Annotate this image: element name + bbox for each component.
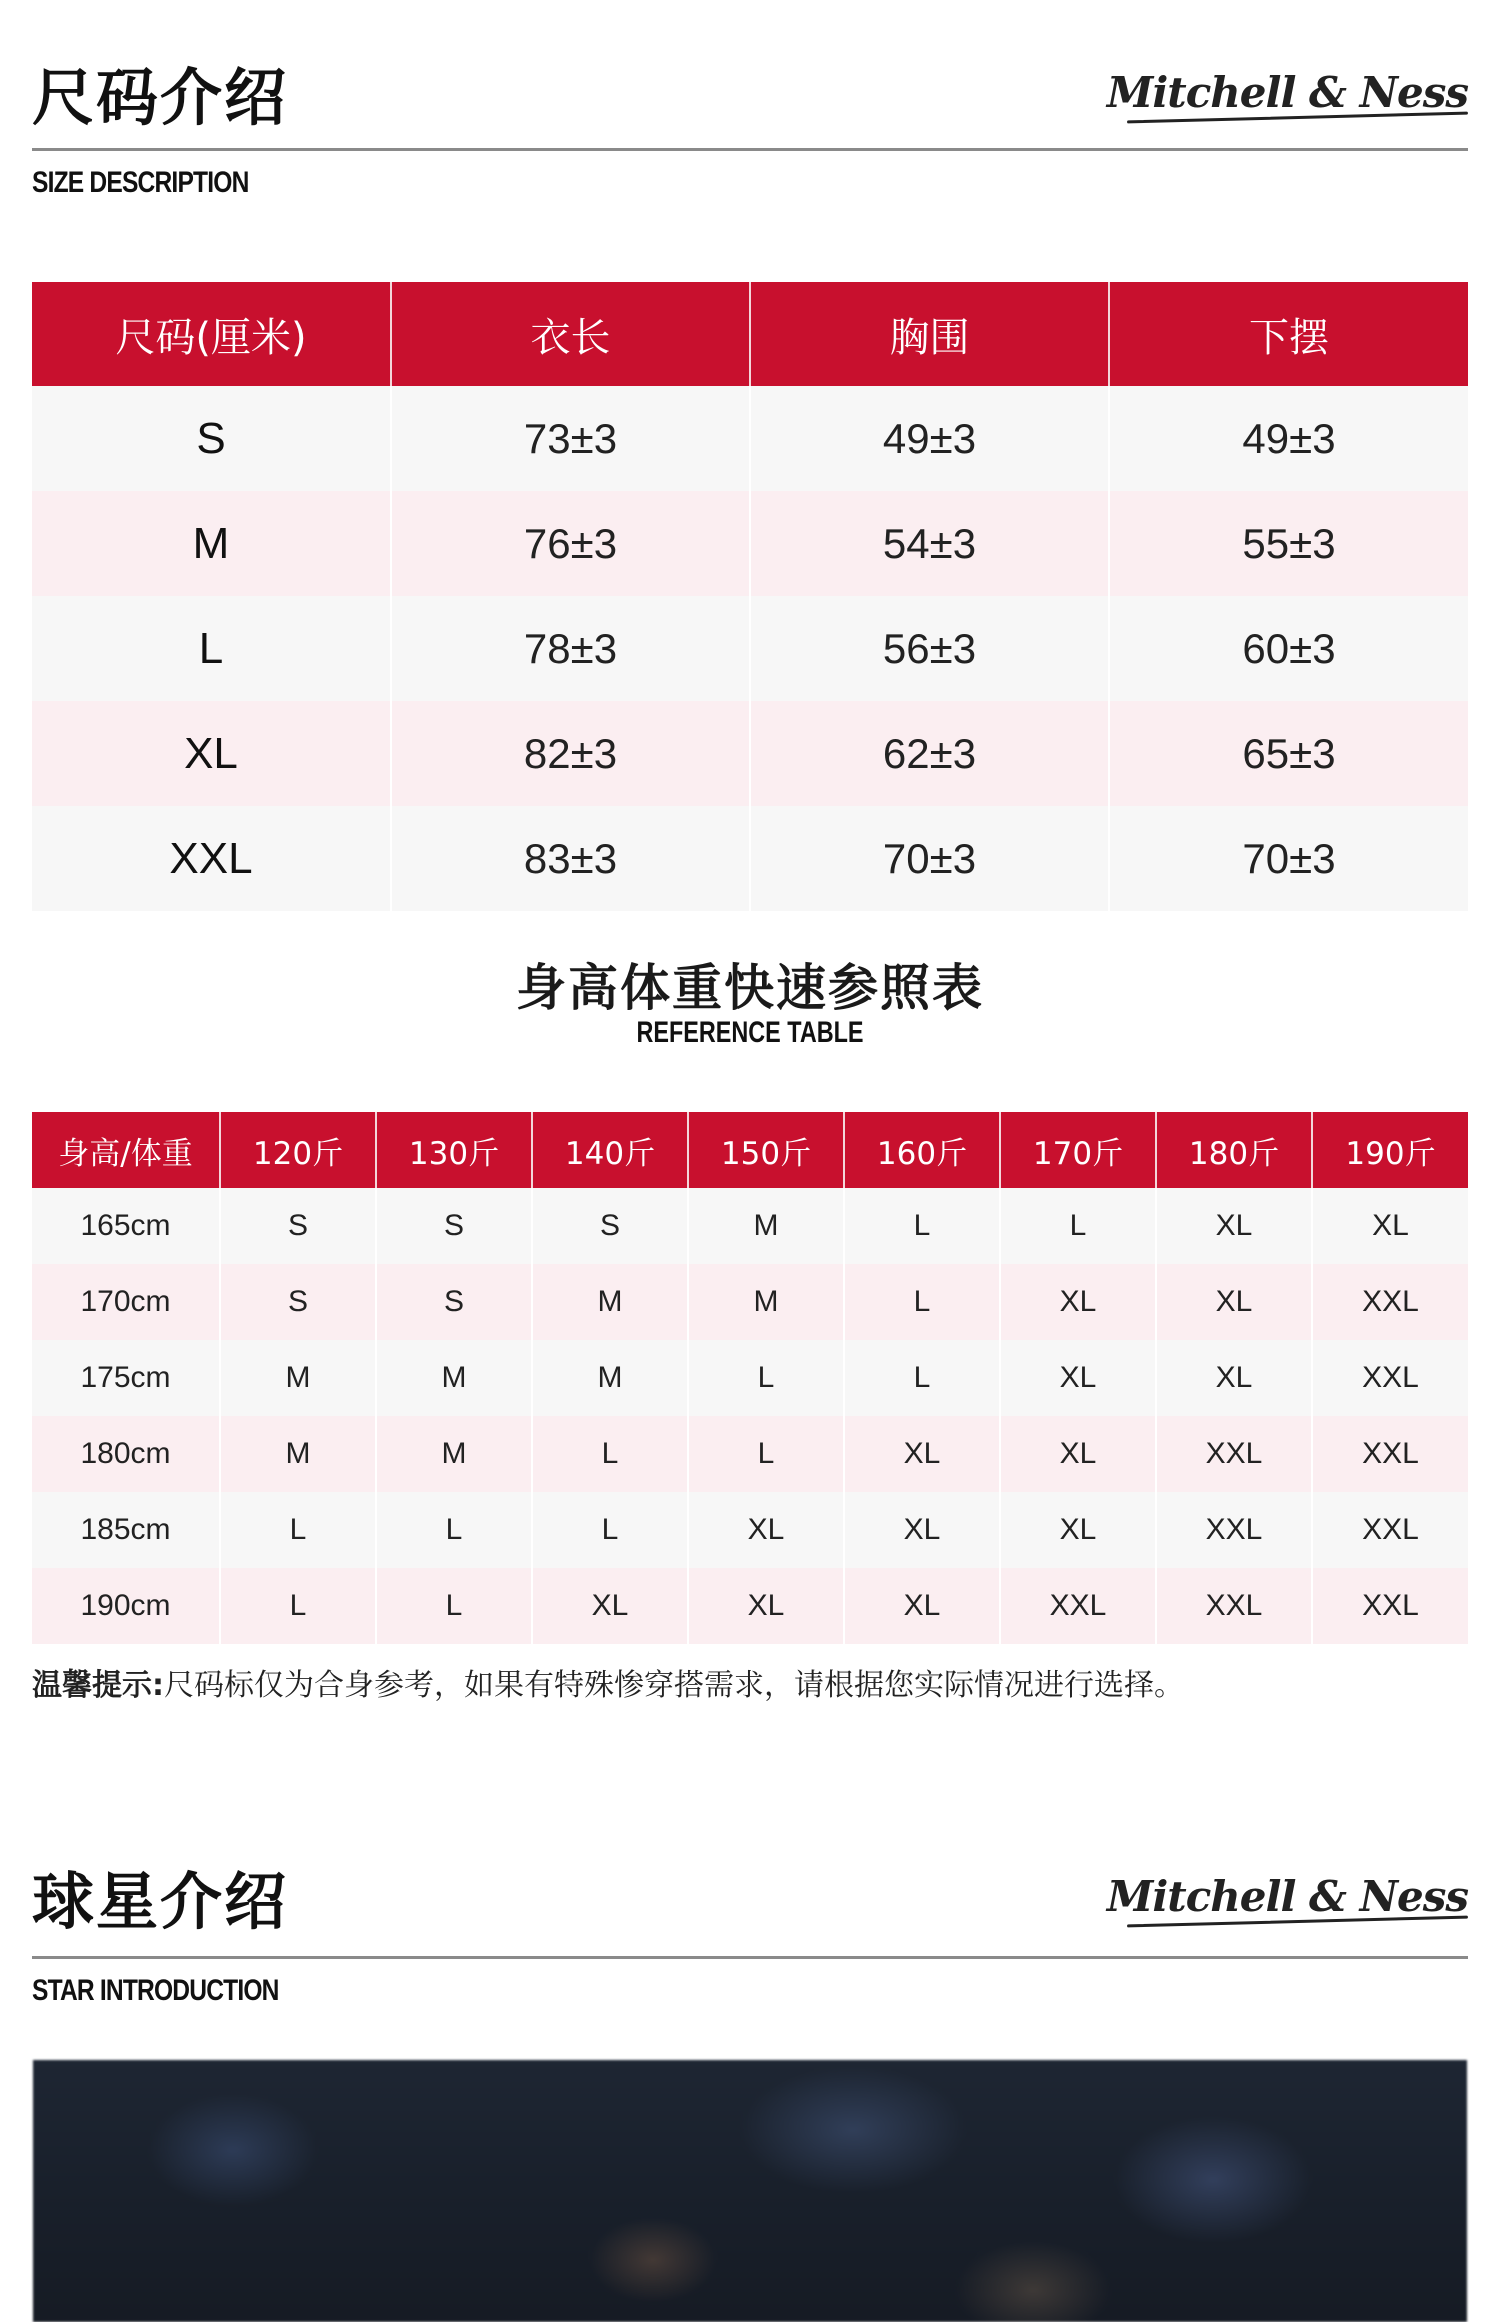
length-cell: 83±3: [391, 806, 750, 911]
tip-label: 温馨提示:: [32, 1668, 164, 1703]
reference-header-cell: 身高/体重: [32, 1112, 220, 1188]
size-cell: L: [844, 1188, 1000, 1264]
sizing-tip: [32, 1660, 1184, 1704]
size-cell: M: [532, 1264, 688, 1340]
size-cell: XL: [844, 1416, 1000, 1492]
size-cell: L: [220, 1492, 376, 1568]
size-cell: XXL: [32, 806, 391, 911]
reference-header-cell: 190斤: [1312, 1112, 1468, 1188]
size-cell: XL: [1000, 1264, 1156, 1340]
tip-text: 尺码标仅为合身参考，如果有特殊惨穿搭需求，请根据您实际情况进行选择。: [164, 1668, 1184, 1703]
size-cell: XL: [844, 1492, 1000, 1568]
hem-cell: 60±3: [1109, 596, 1468, 701]
size-cell: XL: [532, 1568, 688, 1644]
size-cell: M: [376, 1416, 532, 1492]
size-cell: S: [532, 1188, 688, 1264]
star-section-header: [32, 1866, 1468, 2016]
size-cell: L: [844, 1264, 1000, 1340]
size-cell: XXL: [1156, 1416, 1312, 1492]
size-cell: XXL: [1312, 1492, 1468, 1568]
size-section-title: 尺码介绍: [32, 61, 289, 134]
size-table-header-cell: 衣长: [391, 282, 750, 386]
length-cell: 82±3: [391, 701, 750, 806]
size-cell: L: [376, 1492, 532, 1568]
chest-cell: 49±3: [750, 386, 1109, 491]
chest-cell: 62±3: [750, 701, 1109, 806]
size-cell: L: [532, 1492, 688, 1568]
size-cell: XXL: [1000, 1568, 1156, 1644]
reference-header-cell: 160斤: [844, 1112, 1000, 1188]
reference-header-cell: 150斤: [688, 1112, 844, 1188]
reference-header-cell: 180斤: [1156, 1112, 1312, 1188]
hem-cell: 49±3: [1109, 386, 1468, 491]
size-cell: M: [376, 1340, 532, 1416]
size-cell: XL: [844, 1568, 1000, 1644]
size-cell: L: [688, 1416, 844, 1492]
size-cell: M: [32, 491, 391, 596]
table-row: [32, 491, 1468, 596]
height-cell: 185cm: [32, 1492, 220, 1568]
size-cell: L: [220, 1568, 376, 1644]
height-cell: 190cm: [32, 1568, 220, 1644]
header-divider: [32, 1956, 1468, 1959]
size-cell: L: [532, 1416, 688, 1492]
header-divider: [32, 148, 1468, 151]
hem-cell: 65±3: [1109, 701, 1468, 806]
star-section-title: 球星介绍: [32, 1865, 289, 1938]
size-cell: XXL: [1312, 1568, 1468, 1644]
hem-cell: 70±3: [1109, 806, 1468, 911]
reference-table: [32, 1112, 1468, 1644]
reference-title: 身高体重快速参照表: [516, 959, 984, 1017]
size-cell: XXL: [1312, 1264, 1468, 1340]
height-cell: 175cm: [32, 1340, 220, 1416]
table-row: [32, 1264, 1468, 1340]
brand-logo-text: Mitchell & Ness: [1106, 68, 1468, 117]
size-cell: S: [220, 1188, 376, 1264]
hem-cell: 55±3: [1109, 491, 1468, 596]
size-cell: XL: [688, 1568, 844, 1644]
table-row: [32, 596, 1468, 701]
size-cell: L: [1000, 1188, 1156, 1264]
brand-logo: [1107, 68, 1468, 117]
size-cell: XL: [688, 1492, 844, 1568]
size-table-header-cell: 尺码(厘米): [32, 282, 391, 386]
size-cell: XL: [1156, 1264, 1312, 1340]
size-cell: S: [32, 386, 391, 491]
size-cell: S: [376, 1188, 532, 1264]
height-cell: 180cm: [32, 1416, 220, 1492]
size-cell: XXL: [1156, 1492, 1312, 1568]
table-row: [32, 386, 1468, 491]
reference-header-cell: 170斤: [1000, 1112, 1156, 1188]
reference-header-cell: 130斤: [376, 1112, 532, 1188]
reference-header-cell: 140斤: [532, 1112, 688, 1188]
size-cell: L: [688, 1340, 844, 1416]
size-cell: M: [532, 1340, 688, 1416]
size-cell: XXL: [1156, 1568, 1312, 1644]
size-table-header-cell: 下摆: [1109, 282, 1468, 386]
size-cell: S: [220, 1264, 376, 1340]
chest-cell: 54±3: [750, 491, 1109, 596]
size-section-subtitle: SIZE DESCRIPTION: [32, 166, 249, 199]
size-table-header-cell: 胸围: [750, 282, 1109, 386]
size-cell: L: [844, 1340, 1000, 1416]
brand-logo: [1107, 1872, 1468, 1921]
size-cell: XXL: [1312, 1416, 1468, 1492]
table-row: [32, 1188, 1468, 1264]
size-cell: L: [376, 1568, 532, 1644]
brand-logo-text: Mitchell & Ness: [1106, 1872, 1468, 1921]
reference-header-cell: 120斤: [220, 1112, 376, 1188]
size-cell: XL: [1156, 1188, 1312, 1264]
size-cell: XXL: [1312, 1340, 1468, 1416]
length-cell: 73±3: [391, 386, 750, 491]
table-row: [32, 806, 1468, 911]
size-cell: XL: [1156, 1340, 1312, 1416]
size-cell: M: [220, 1416, 376, 1492]
reference-header-row: [32, 1112, 1468, 1188]
chest-cell: 70±3: [750, 806, 1109, 911]
chest-cell: 56±3: [750, 596, 1109, 701]
reference-subtitle: REFERENCE TABLE: [636, 1016, 864, 1049]
table-row: [32, 1416, 1468, 1492]
length-cell: 76±3: [391, 491, 750, 596]
size-section-header: [32, 62, 1468, 212]
height-cell: 170cm: [32, 1264, 220, 1340]
size-cell: M: [688, 1264, 844, 1340]
star-section-subtitle: STAR INTRODUCTION: [32, 1974, 279, 2007]
size-table-header-row: [32, 282, 1468, 386]
size-cell: S: [376, 1264, 532, 1340]
size-cell: XL: [1312, 1188, 1468, 1264]
table-row: [32, 1492, 1468, 1568]
size-cell: XL: [1000, 1492, 1156, 1568]
size-cell: L: [32, 596, 391, 701]
star-photo: [33, 2060, 1467, 2322]
size-table: [32, 282, 1468, 911]
size-cell: M: [688, 1188, 844, 1264]
table-row: [32, 1340, 1468, 1416]
length-cell: 78±3: [391, 596, 750, 701]
table-row: [32, 1568, 1468, 1644]
size-cell: XL: [1000, 1416, 1156, 1492]
height-cell: 165cm: [32, 1188, 220, 1264]
size-cell: XL: [32, 701, 391, 806]
size-cell: XL: [1000, 1340, 1156, 1416]
table-row: [32, 701, 1468, 806]
size-cell: M: [220, 1340, 376, 1416]
